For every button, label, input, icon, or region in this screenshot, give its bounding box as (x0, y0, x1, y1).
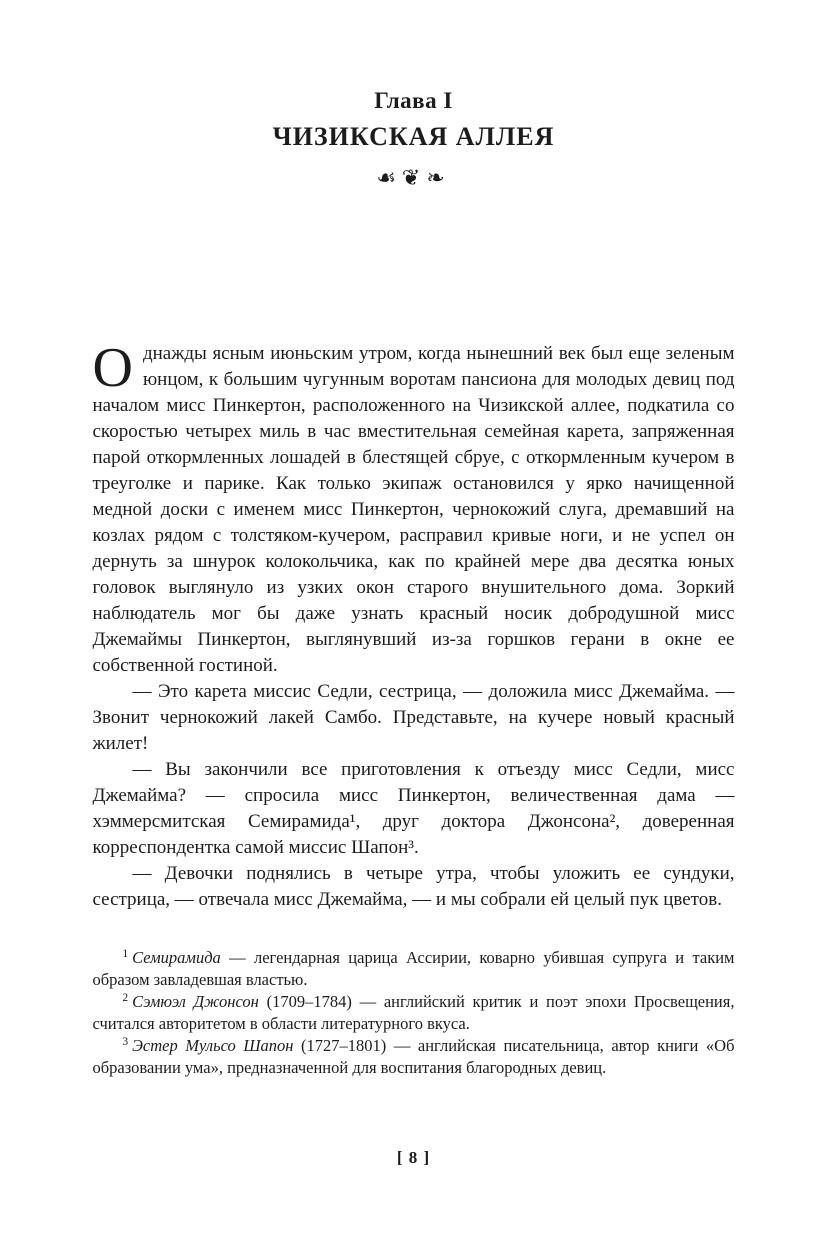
footnote-3-marker: 3 (122, 1035, 129, 1048)
footnote-2-term: Сэмюэл Джонсон (132, 992, 259, 1011)
dialogue-paragraph-1: — Это карета миссис Седли, сестрица, — доложила мисс Джемайма. — Звонит чернокожий лакей Самбо. Представьте, на кучере новый красный жилет! (92, 681, 735, 754)
footnotes-section (93, 947, 735, 1079)
opening-paragraph (92, 337, 735, 679)
ornament-icon: ☙❦❧ (376, 166, 451, 191)
chapter-title: ЧИЗИКСКАЯ АЛЛЕЯ (272, 122, 555, 151)
body-text (92, 337, 735, 913)
footnote-1-term: Семирамида (132, 948, 221, 967)
opening-paragraph-text: днажды ясным июньским утром, когда нынешний век был еще зеленым юнцом, к большим чугунным воротам пансиона для молодых девиц под началом мисс Пинкертон, расположенного на Чизикской аллее, подкатила со скоростью четырех миль в час вместительная семейная карета, запряженная парой откормленных лошадей в блестящей сбруе, с откормленным кучером в треуголке и парике. Как только экипаж остановился у ярко начищенной медной доски с именем мисс Пинкертон, чернокожий слуга, дремавший на козлах рядом с толстяком-кучером, расправил кривые ноги, и не успел он дернуть за шнурок колокольчика, как по крайней мере два десятка юных головок выглянуло из узких окон старого внушительного дома. Зоркий наблюдатель мог бы даже узнать красный носик добродушной мисс Джемаймы Пинкертон, выглянувший из-за горшков герани в окне ее собственной гостиной. (92, 343, 735, 676)
footnote-2 (93, 991, 735, 1035)
footnote-2-text: (1709–1784) — английский критик и поэт эпохи Просвещения, считался авторитетом в области литературного вкуса. (92, 992, 735, 1033)
footnote-3-text: (1727–1801) — английская писательница, автор книги «Об образовании ума», предназначенной для воспитания благородных девиц. (92, 1036, 735, 1077)
footnote-3-term: Эстер Мульсо Шапон (132, 1036, 294, 1055)
footnote-1 (93, 947, 735, 991)
footnote-1-marker: 1 (122, 947, 129, 960)
footnote-1-text: — легендарная царица Ассирии, коварно убившая супруга и таким образом завладевшая властью. (92, 948, 735, 989)
page-number: [ 8 ] (396, 1148, 431, 1167)
drop-cap: О (92, 337, 133, 399)
dialogue-paragraph-2: — Вы закончили все приготовления к отъезду мисс Седли, мисс Джемайма? — спросила мисс Пинкертон, величественная дама — хэммерсмитская Семирамида¹, друг доктора Джонсона², доверенная корреспондентка самой миссис Шапон³. (92, 759, 735, 858)
text-block (93, 88, 735, 1079)
footnote-2-marker: 2 (122, 991, 129, 1004)
footnote-3 (93, 1035, 735, 1079)
chapter-label: Глава I (374, 88, 453, 113)
dialogue-paragraph-3: — Девочки поднялись в четыре утра, чтобы уложить ее сундуки, сестрица, — отвечала мисс Джемайма, — и мы собрали ей целый пук цветов. (92, 863, 735, 910)
